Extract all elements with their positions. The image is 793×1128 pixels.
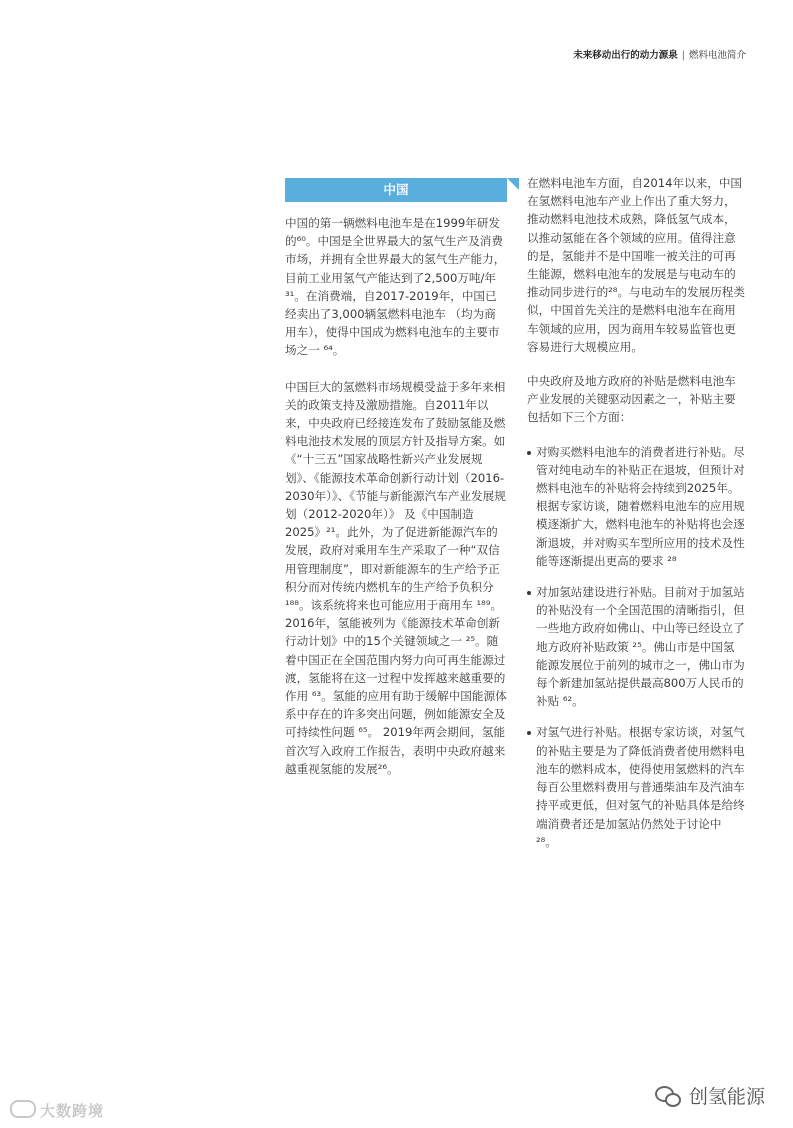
right-column [527, 174, 745, 864]
watermark-right [655, 1082, 765, 1109]
watermark-left [10, 1100, 104, 1121]
paragraph-subsidies-intro: 中央政府及地方政府的补贴是燃料电池车产业发展的关键驱动因素之一，补贴主要包括如下三个方面： [527, 374, 736, 425]
header-section: 燃料电池简介 [688, 50, 746, 61]
list-item: 对加氢站建设进行补贴。目前对于加氢站的补贴没有一个全国范围的清晰指引，但一些地方政府如佛山、中山等已经设立了地方政府补贴政策 ²⁵。佛山市是中国氢能源发展位于前列的城市之一，佛山市为每个新建加氢站提供最高800万人民币的补贴 ⁶²。 [527, 583, 745, 710]
header-title: 未来移动出行的动力源泉 [573, 50, 678, 61]
logo-icon [10, 1100, 36, 1118]
subsidy-list [527, 443, 745, 851]
header-separator: | [681, 50, 685, 61]
paragraph-fcv-progress: 在燃料电池车方面，自2014年以来，中国在氢燃料电池车产业上作出了重大努力，推动燃料电池技术成熟，降低氢气成本，以推动氢能在各个领域的应用。值得注意的是，氢能并不是中国唯一被关注的可再生能源，燃料电池车的发展是与电动车的推动同步进行的²⁸。与电动车的发展历程类似，中国首先关注的是燃料电池车在商用车领域的应用，因为商用车较易监管也更容易进行大规模应用。 [527, 176, 745, 354]
wechat-icon [655, 1085, 681, 1107]
watermark-left-text: 大数跨境 [40, 1102, 105, 1120]
list-item: 对购买燃料电池车的消费者进行补贴。尽管对纯电动车的补贴正在退坡，但预计对燃料电池车的补贴将会持续到2025年。根据专家访谈，随着燃料电池车的应用规模逐渐扩大，燃料电池车的补贴将也会逐渐退坡，并对购买车型所应用的技术及性能等逐渐提出更高的要求 ²⁸ [527, 443, 745, 570]
paragraph-policy: 中国巨大的氢燃料市场规模受益于多年来相关的政策支持及激励措施。自2011年以来，中央政府已经接连发布了鼓励氢能及燃料电池技术发展的顶层方针及指导方案。如《“十三五”国家战略性新兴产业发展规划》、《能源技术革命创新行动计划（2016-2030年）》、《节能与新能源汽车产业发展规划（2012-2020年）》 及《中国制造2025》²¹。此外，为了促进新能源汽车的发展，政府对乘用车生产采取了一种“双信用管理制度”，即对新能源车的生产给予正积分而对传统内燃机车的生产给予负积分 ¹⁸⁸。该系统将来也可能应用于商用车 ¹⁸⁹。2016年，氢能被列为《能源技术革命创新行动计划》中的15个关键领域之一 ²⁵。随着中国正在全国范围内努力向可再生能源过渡，氢能将在这一过程中发挥越来越重要的作用 ⁶³。氢能的应用有助于缓解中国能源体系中存在的许多突出问题，例如能源安全及可持续性问题 ⁶⁵。 2019年两会期间，氢能首次写入政府工作报告，表明中央政府越来越重视氢能的发展²⁶。 [285, 379, 507, 776]
watermark-right-text: 创氢能源 [689, 1086, 766, 1108]
running-header [573, 47, 746, 61]
section-banner-china: 中国 [285, 178, 507, 202]
list-item: 对氢气进行补贴。根据专家访谈，对氢气的补贴主要是为了降低消费者使用燃料电池车的燃料成本，使得使用氢燃料的汽车每百公里燃料费用与普通柴油车及汽油车持平或更低，但对氢气的补贴具体是给终端消费者还是加氢站仍然处于讨论中 ²⁸。 [527, 723, 745, 850]
left-column [285, 178, 507, 796]
paragraph-history: 中国的第一辆燃料电池车是在1999年研发的⁶⁰。中国是全世界最大的氢气生产及消费市场，并拥有全世界最大的氢气生产能力，目前工业用氢气产能达到了2,500万吨/年 ³¹。在消费端，自2017-2019年，中国已经卖出了3,000辆氢燃料电池车 （均为商用车），使得中国成为燃料电池车的主要市场之一 ⁶⁴。 [285, 216, 506, 358]
